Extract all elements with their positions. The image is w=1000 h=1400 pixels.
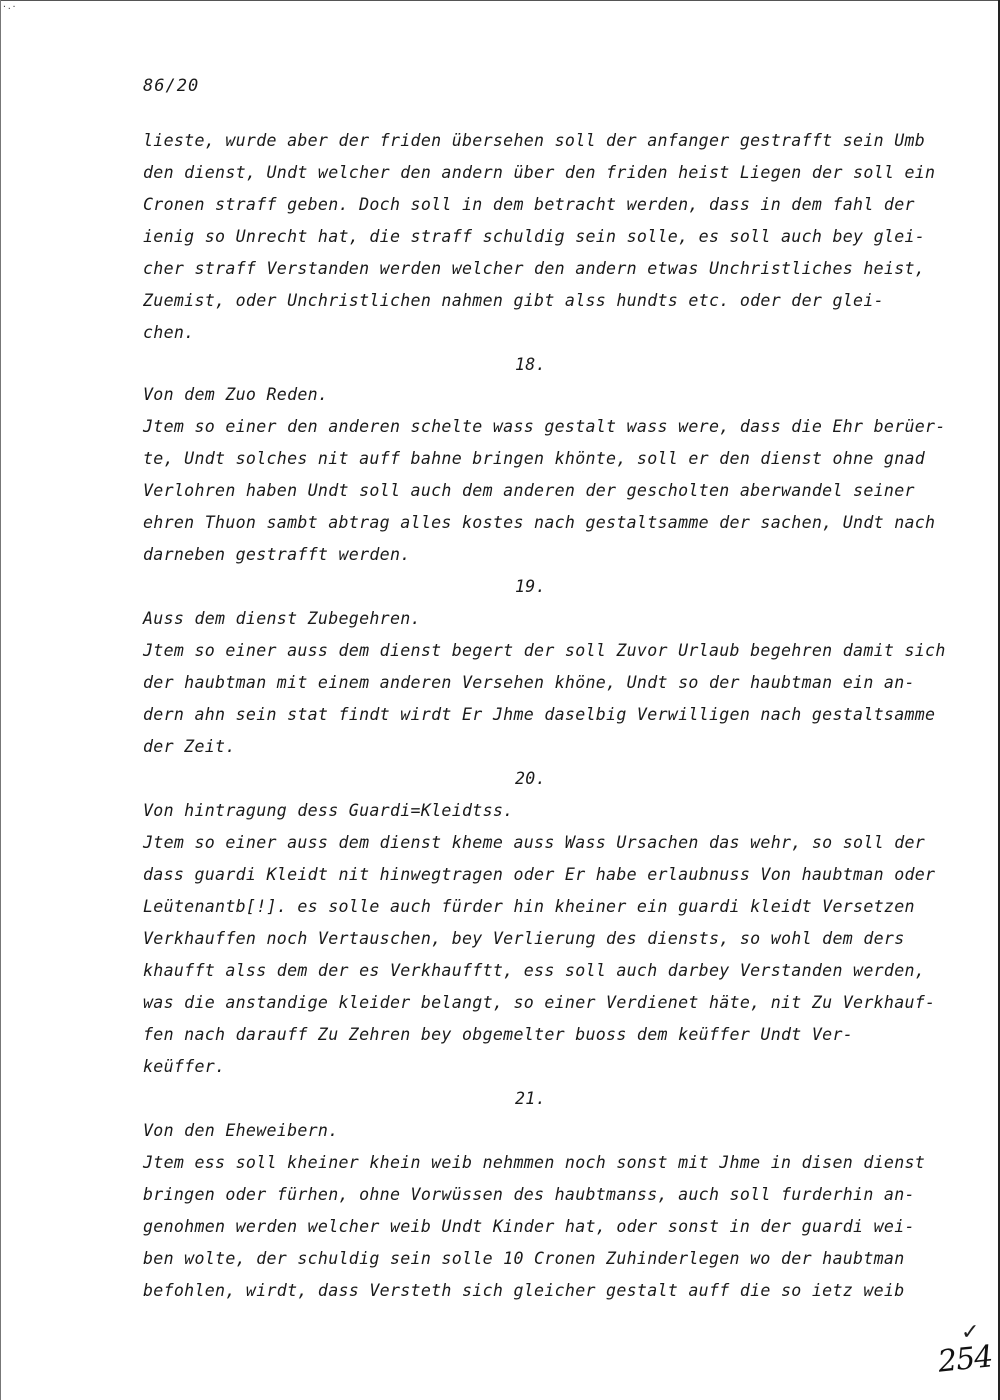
text-line: darneben gestrafft werden. [143, 545, 411, 564]
text-line: dern ahn sein stat findt wirdt Er Jhme daselbig Verwilligen nach gestaltsamme [143, 705, 936, 724]
page-frame-left [0, 0, 1, 1400]
text-line: Cronen straff geben. Doch soll in dem betracht werden, dass in dem fahl der [143, 195, 915, 214]
text-line: khaufft alss dem der es Verkhaufftt, ess soll auch darbey Verstanden werden, [143, 961, 926, 980]
text-line: genohmen werden welcher weib Undt Kinder hat, oder sonst in der guardi wei- [143, 1217, 915, 1236]
section-19 [143, 571, 946, 763]
section-18 [143, 349, 946, 571]
text-line: chen. [143, 323, 195, 342]
paragraph-continuation [143, 125, 943, 349]
text-line: ben wolte, der schuldig sein solle 10 Cronen Zuhinderlegen wo der haubtman [143, 1249, 905, 1268]
text-line: ienig so Unrecht hat, die straff schuldig sein solle, es soll auch bey glei- [143, 227, 926, 246]
text-line: Jtem ess soll kheiner khein weib nehmmen noch sonst mit Jhme in disen dienst [143, 1153, 926, 1172]
page-frame-top [0, 0, 1000, 1]
text-line: bringen oder fürhen, ohne Vorwüssen des haubtmanss, auch soll furderhin an- [143, 1185, 915, 1204]
section-number: 20. [515, 769, 546, 788]
text-line: dass guardi Kleidt nit hinwegtragen oder Er habe erlaubnuss Von haubtman oder [143, 865, 936, 884]
page-reference: 86/20 [143, 76, 200, 96]
section-title: Auss dem dienst Zubegehren. [143, 609, 421, 628]
scan-speck: ·.· [2, 2, 17, 11]
text-line: Verlohren haben Undt soll auch dem anderen der gescholten aberwandel seiner [143, 481, 915, 500]
text-line: Leütenantb[!]. es solle auch fürder hin kheiner ein guardi kleidt Versetzen [143, 897, 915, 916]
text-line: ehren Thuon sambt abtrag alles kostes nach gestaltsamme der sachen, Undt nach [143, 513, 936, 532]
section-number: 21. [515, 1089, 546, 1108]
text-line: cher straff Verstanden werden welcher den andern etwas Unchristliches heist, [143, 259, 926, 278]
text-line: der Zeit. [143, 737, 236, 756]
text-line: der haubtman mit einem anderen Versehen khöne, Undt so der haubtman ein an- [143, 673, 915, 692]
section-20 [143, 763, 943, 1083]
section-title: Von den Eheweibern. [143, 1121, 339, 1140]
text-line: Jtem so einer auss dem dienst kheme auss Wass Ursachen das wehr, so soll der [143, 833, 926, 852]
text-line: Jtem so einer auss dem dienst begert der soll Zuvor Urlaub begehren damit sich [143, 641, 946, 660]
section-number: 18. [515, 355, 546, 374]
text-line: te, Undt solches nit auff bahne bringen khönte, soll er den dienst ohne gnad [143, 449, 926, 468]
text-line: lieste, wurde aber der friden übersehen soll der anfanger gestrafft sein Umb [143, 131, 926, 150]
section-number: 19. [515, 577, 546, 596]
document-body [143, 125, 946, 1307]
text-line: Zuemist, oder Unchristlichen nahmen gibt alss hundts etc. oder der glei- [143, 291, 884, 310]
text-line: befohlen, wirdt, dass Versteth sich gleicher gestalt auff die so ietz weib [143, 1281, 905, 1300]
check-mark: ✓ [961, 1320, 980, 1345]
text-line: Verkhauffen noch Vertauschen, bey Verlierung des diensts, so wohl dem ders [143, 929, 905, 948]
text-line: was die anstandige kleider belangt, so einer Verdienet häte, nit Zu Verkhauf- [143, 993, 936, 1012]
text-line: Jtem so einer den anderen schelte wass gestalt wass were, dass die Ehr berüer- [143, 417, 946, 436]
section-21 [143, 1083, 943, 1307]
section-title: Von hintragung dess Guardi=Kleidtss. [143, 801, 514, 820]
text-line: den dienst, Undt welcher den andern über den friden heist Liegen der soll ein [143, 163, 936, 182]
text-line: fen nach darauff Zu Zehren bey obgemelter buoss dem keüffer Undt Ver- [143, 1025, 854, 1044]
text-line: keüffer. [143, 1057, 226, 1076]
section-title: Von dem Zuo Reden. [143, 385, 329, 404]
handwritten-folio-number: 254 [936, 1339, 994, 1380]
